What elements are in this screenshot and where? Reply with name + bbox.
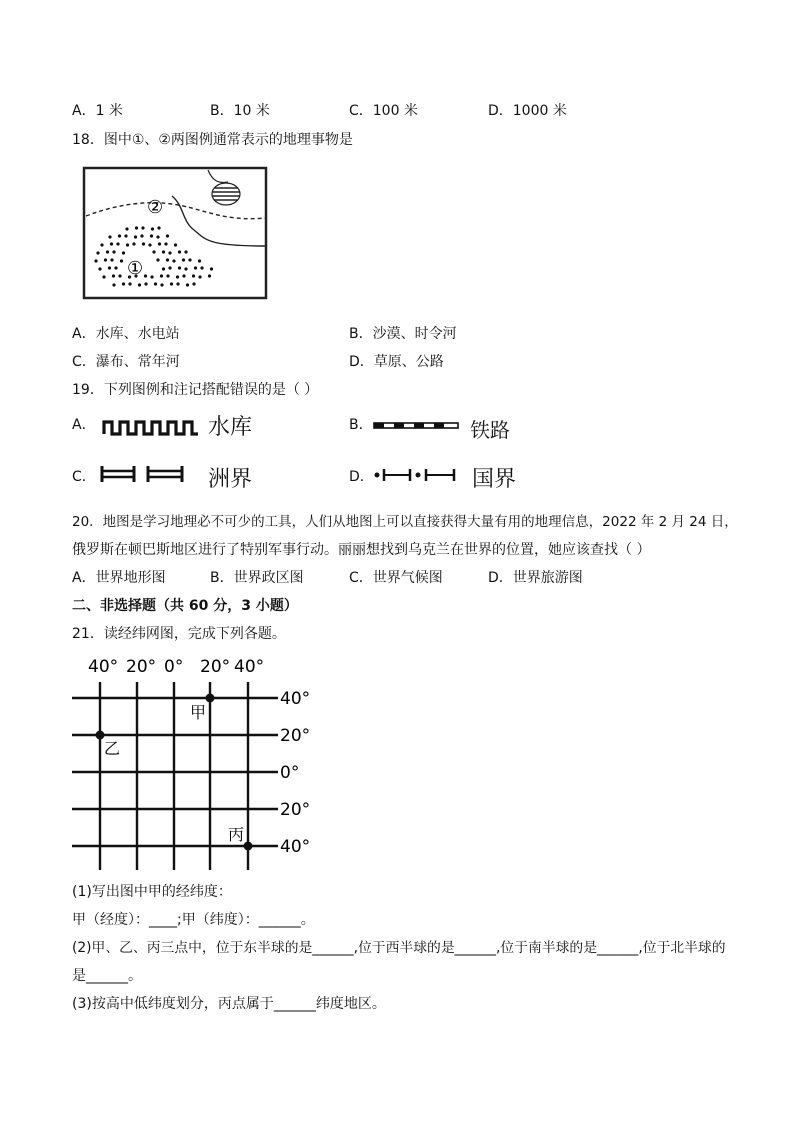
dot-mark <box>192 274 195 277</box>
dot-mark <box>98 267 101 270</box>
dot-mark <box>168 266 171 269</box>
grid-latitude-labels <box>280 689 310 857</box>
dot-mark <box>178 266 181 269</box>
dot-mark <box>144 274 147 277</box>
q21-sub1-answer: 甲（经度）：____;甲（纬度）：______。 <box>72 912 315 928</box>
dot-mark <box>152 250 155 253</box>
q18-stem: 18．图中①、②两图例通常表示的地理事物是 <box>72 132 353 148</box>
dot-mark <box>156 258 159 261</box>
q20-stem-line2: 俄罗斯在顿巴斯地区进行了特别军事行动。丽丽想找到乌克兰在世界的位置，她应该查找（ ） <box>72 542 651 558</box>
dot-mark <box>151 227 154 230</box>
q21-sub1: (1)写出图中甲的经纬度： <box>72 884 232 900</box>
q19-option-c-label: 洲界 <box>208 467 253 492</box>
national-boundary-symbol-icon <box>372 466 462 484</box>
map-label-2: ② <box>147 197 164 218</box>
q17-option-b: B．10 米 <box>210 103 270 119</box>
dot-mark <box>166 234 169 237</box>
q19-option-b-letter: B． <box>349 417 373 433</box>
dot-mark <box>184 250 187 253</box>
grid-longitude-labels <box>88 657 264 677</box>
dot-mark <box>210 267 213 270</box>
q19-option-d-letter: D． <box>349 469 374 485</box>
dot-mark <box>110 258 113 261</box>
dot-mark <box>156 235 159 238</box>
dot-mark <box>166 258 169 261</box>
dot-mark <box>118 234 121 237</box>
point-jia-label: 甲 <box>190 703 207 722</box>
q19-option-a-label: 水库 <box>208 415 253 440</box>
dot-mark <box>172 259 175 262</box>
dot-mark <box>162 250 165 253</box>
point-jia-marker <box>206 694 215 703</box>
point-bing-label: 丙 <box>228 825 245 844</box>
section-2-title: 二、非选择题（共 60 分，3 小题） <box>72 598 298 614</box>
dot-mark <box>104 258 107 261</box>
map-label-1: ① <box>127 258 144 279</box>
dotted-area-symbol <box>94 226 213 286</box>
railway-symbol-icon <box>372 418 462 434</box>
q21-sub2-line2: 是______。 <box>72 968 142 984</box>
dot-mark <box>198 259 201 262</box>
dot-mark <box>194 266 197 269</box>
dot-mark <box>112 274 115 277</box>
dot-mark <box>134 235 137 238</box>
dot-mark <box>160 274 163 277</box>
dot-mark <box>164 242 167 245</box>
dot-mark <box>157 226 160 229</box>
dot-mark <box>126 243 129 246</box>
dot-mark <box>96 251 99 254</box>
dot-mark <box>100 243 103 246</box>
point-bing-marker <box>244 842 253 851</box>
dot-mark <box>106 250 109 253</box>
dot-mark <box>176 282 179 285</box>
dot-mark <box>124 234 127 237</box>
q17-option-a: A．1 米 <box>72 103 123 119</box>
longitude-label: 0° <box>164 657 184 677</box>
latitude-label: 40° <box>280 837 311 857</box>
dot-mark <box>94 259 97 262</box>
dot-mark <box>132 242 135 245</box>
q18-option-c: C．瀑布、常年河 <box>72 354 180 370</box>
latitude-label: 0° <box>280 763 300 783</box>
q18-map-figure <box>72 166 268 306</box>
continent-boundary-symbol-icon <box>96 462 190 486</box>
dot-mark <box>141 226 144 229</box>
dot-mark <box>208 274 211 277</box>
dot-mark <box>166 274 169 277</box>
dot-mark <box>140 234 143 237</box>
q19-option-a-letter: A． <box>72 417 96 433</box>
dot-mark <box>198 275 201 278</box>
dot-mark <box>114 266 117 269</box>
q21-sub2-line1: (2)甲、乙、丙三点中，位于东半球的是______,位于西半球的是______,位于南半球的是______,位于北半球的 <box>72 940 726 956</box>
longitude-label: 40° <box>234 657 265 677</box>
point-yi-label: 乙 <box>104 739 121 758</box>
dot-mark <box>102 275 105 278</box>
q20-option-b: B．世界政区图 <box>210 570 304 586</box>
dot-mark <box>160 283 163 286</box>
latitude-label: 40° <box>280 689 311 709</box>
q20-option-c: C．世界气候图 <box>349 570 443 586</box>
dot-mark <box>182 258 185 261</box>
river-branch-line <box>208 170 228 183</box>
q17-option-c: C．100 米 <box>349 103 418 119</box>
dot-mark <box>162 267 165 270</box>
q19-stem: 19．下列图例和注记搭配错误的是（ ） <box>72 382 319 398</box>
dot-mark <box>120 259 123 262</box>
q19-option-c-letter: C． <box>72 469 96 485</box>
dot-mark <box>188 258 191 261</box>
dot-mark <box>192 282 195 285</box>
q21-sub3: (3)按高中低纬度划分，丙点属于______纬度地区。 <box>72 996 386 1012</box>
water-body-symbol <box>212 183 240 205</box>
q18-option-d: D．草原、公路 <box>349 354 444 370</box>
dot-mark <box>182 274 185 277</box>
latitude-label: 20° <box>280 800 311 820</box>
dot-mark <box>138 283 141 286</box>
dot-mark <box>112 250 115 253</box>
dot-mark <box>186 283 189 286</box>
longitude-label: 20° <box>126 657 157 677</box>
map-frame <box>84 168 266 298</box>
dashed-line-symbol <box>86 203 266 219</box>
dot-mark <box>150 275 153 278</box>
dot-mark <box>116 242 119 245</box>
dot-mark <box>118 274 121 277</box>
dot-mark <box>135 226 138 229</box>
dot-mark <box>200 266 203 269</box>
dot-mark <box>122 282 125 285</box>
q21-stem: 21．读经纬网图，完成下列各题。 <box>72 626 286 642</box>
dot-mark <box>108 235 111 238</box>
dot-mark <box>174 243 177 246</box>
dot-mark <box>112 283 115 286</box>
q18-option-a: A．水库、水电站 <box>72 326 180 342</box>
dot-mark <box>144 282 147 285</box>
q20-stem-line1: 20．地图是学习地理必不可少的工具，人们从地图上可以直接获得大量有用的地理信息，2022 年 2 月 24 日， <box>72 514 738 530</box>
longitude-label: 40° <box>88 657 119 677</box>
dot-mark <box>176 275 179 278</box>
lat-lon-grid-figure <box>70 652 330 872</box>
dot-mark <box>125 227 128 230</box>
dot-mark <box>150 234 153 237</box>
dot-mark <box>170 282 173 285</box>
dot-mark <box>110 242 113 245</box>
dot-mark <box>122 251 125 254</box>
longitude-label: 20° <box>200 657 231 677</box>
dot-mark <box>168 251 171 254</box>
dot-mark <box>108 266 111 269</box>
reservoir-symbol-icon <box>102 414 202 438</box>
dot-mark <box>148 243 151 246</box>
q18-option-b: B．沙漠、时令河 <box>349 326 457 342</box>
latitude-label: 20° <box>280 726 311 746</box>
q17-option-d: D．1000 米 <box>488 103 567 119</box>
dot-mark <box>178 250 181 253</box>
dot-mark <box>128 282 131 285</box>
dot-mark <box>154 282 157 285</box>
q19-option-d-label: 国界 <box>472 467 517 492</box>
q20-option-d: D．世界旅游图 <box>488 570 583 586</box>
dot-mark <box>184 267 187 270</box>
dot-mark <box>158 242 161 245</box>
dot-mark <box>142 242 145 245</box>
q19-option-b-label: 铁路 <box>470 418 510 442</box>
q20-option-a: A．世界地形图 <box>72 570 166 586</box>
